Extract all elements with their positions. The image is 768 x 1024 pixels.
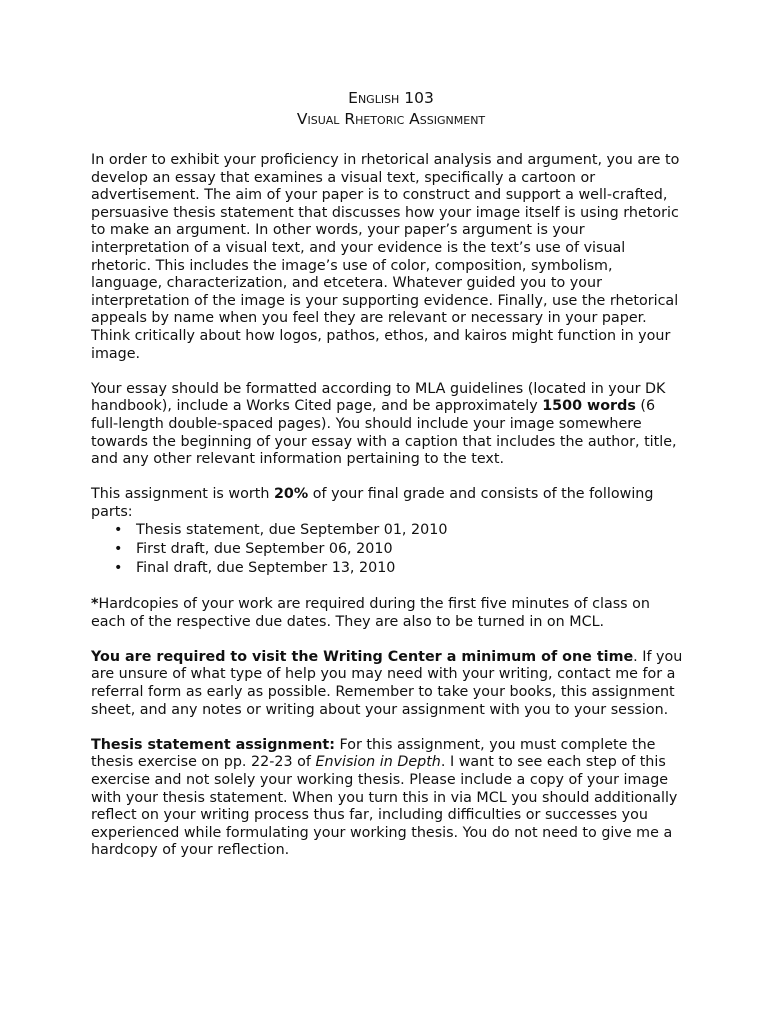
format-text-end: (6 full-length double-spaced pages). You should include your image somewhere towards the beginning of your essay with a caption that includes the author, title, and any other relevant information pertaining to the text. [91, 398, 677, 468]
thesis-paragraph [91, 737, 685, 860]
course-title: English 103 [348, 89, 434, 107]
format-paragraph [91, 381, 685, 469]
writing-center-paragraph [91, 649, 685, 719]
thesis-text-start: For this assignment, you must complete the thesis exercise on pp. 22-23 of [91, 736, 656, 771]
word-count: 1500 words [542, 398, 636, 415]
thesis-text-end: . I want to see each step of this exercise and not solely your working thesis. Please include a copy of your image with your thesis statement. When you turn this in via MCL you should additionally reflect on your writing process thus far, including difficulties or successes you experienced while formulating your working thesis. You do not need to give me a hardcopy of your reflection. [91, 754, 678, 859]
document-header [91, 88, 685, 130]
format-text-start: Your essay should be formatted according to MLA guidelines (located in your DK handbook), include a Works Cited page, and be approximately [91, 380, 666, 415]
list-item: • Final draft, due September 13, 2010 [91, 559, 685, 578]
asterisk: * [91, 596, 99, 613]
hardcopy-text: Hardcopies of your work are required during the first five minutes of class on each of the respective due dates. They are also to be turned in on MCL. [91, 596, 650, 630]
parts-list [91, 521, 685, 578]
document-page [91, 88, 685, 878]
textbook-title: Envision in Depth [315, 754, 441, 771]
list-item: • Thesis statement, due September 01, 2010 [91, 521, 685, 540]
grade-weight: 20% [273, 486, 309, 503]
intro-paragraph: In order to exhibit your proficiency in rhetorical analysis and argument, you are to develop an essay that examines a visual text, specifically a cartoon or advertisement. The aim of your paper is to construct and support a well-crafted, persuasive thesis statement that discusses how your image itself is using rhetoric to make an argument. In other words, your paper’s argument is your interpretation of a visual text, and your evidence is the text’s use of visual rhetoric. This includes the image’s use of color, composition, symbolism, language, characterization, and etcetera. Whatever guided you to your interpretation of the image is your supporting evidence. Finally, use the rhetorical appeals by name when you feel they are relevant or necessary in your paper. Think critically about how logos, pathos, ethos, and kairos might function in your image. [91, 152, 680, 362]
writing-center-text: . If you are unsure of what type of help you may need with your writing, contact me for a referral form as early as possible. Remember to take your books, this assignment sheet, and any notes or writing about your assignment with you to your session. [91, 648, 683, 718]
grade-text-end: of your final grade and consists of the following parts: [91, 486, 654, 520]
assignment-title: Visual Rhetoric Assignment [296, 110, 486, 128]
list-item: • First draft, due September 06, 2010 [91, 540, 685, 559]
grade-text-start: This assignment is worth [91, 486, 274, 503]
hardcopy-paragraph [91, 596, 685, 631]
thesis-heading: Thesis statement assignment: [91, 736, 335, 753]
grade-paragraph [91, 486, 685, 521]
writing-center-requirement: You are required to visit the Writing Center a minimum of one time [91, 648, 634, 665]
